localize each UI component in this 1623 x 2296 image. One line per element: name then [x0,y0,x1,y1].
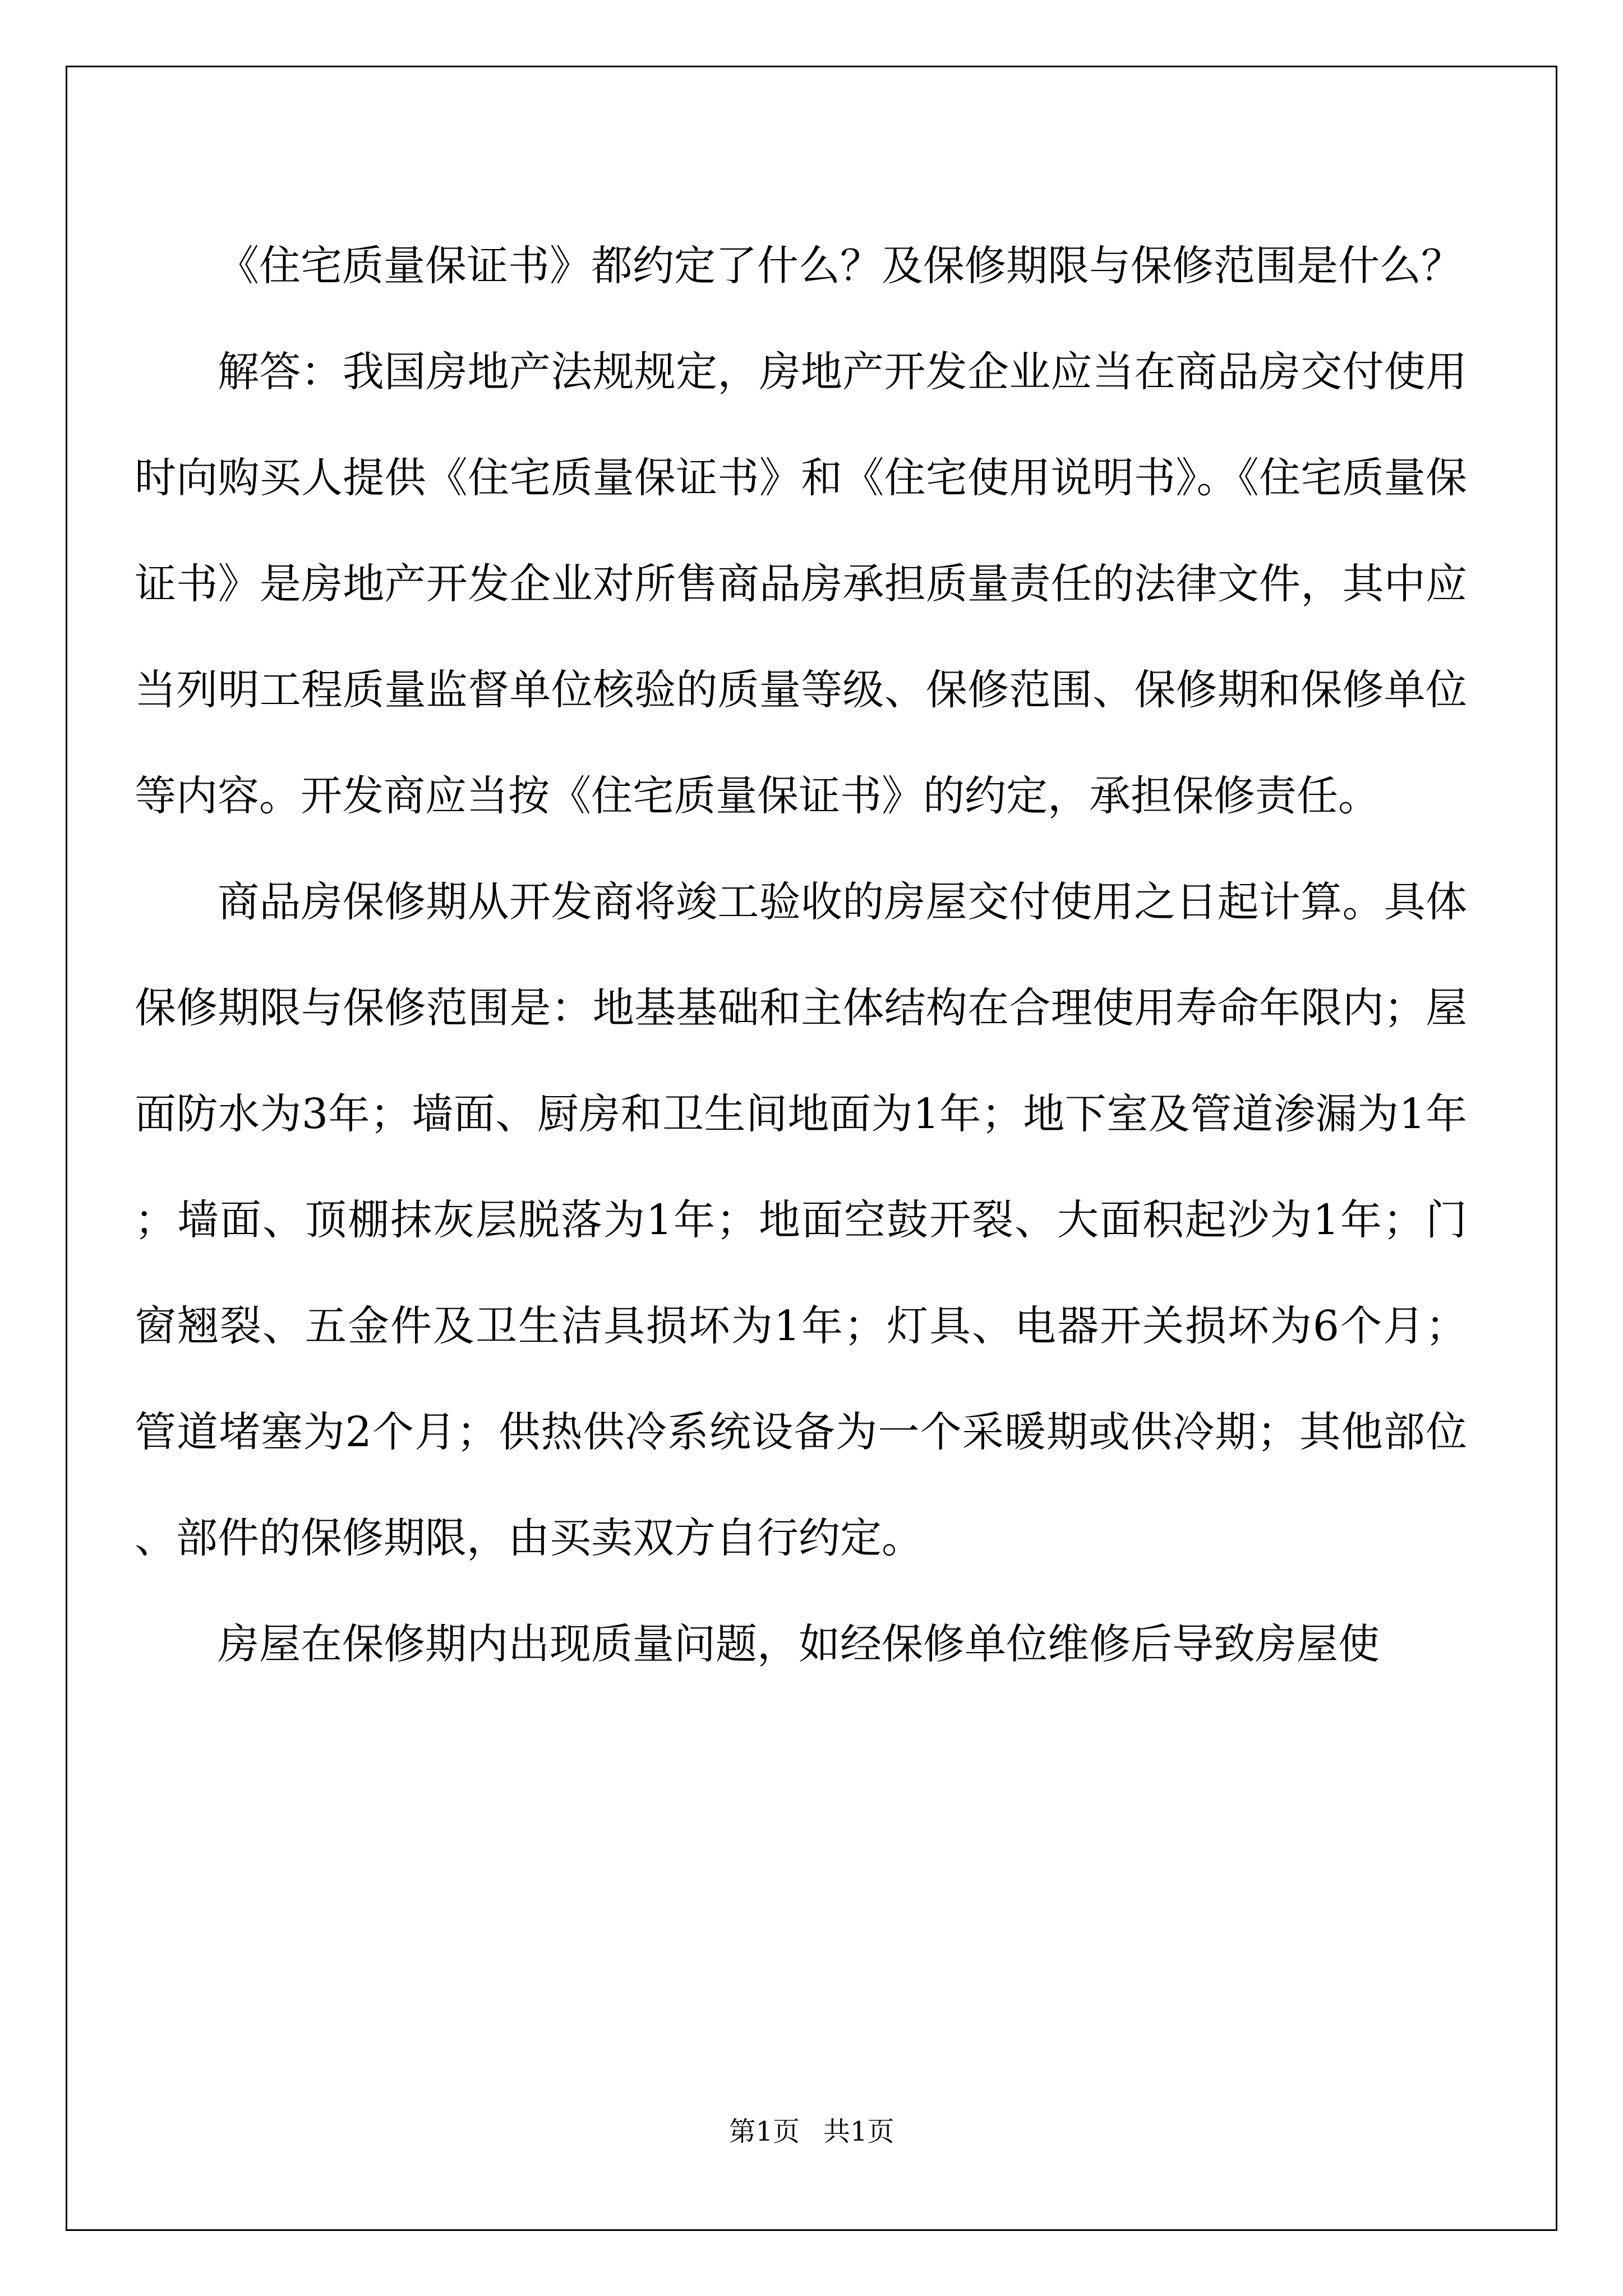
page-footer [0,2115,1623,2148]
page-total: 共1页 [823,2116,895,2147]
warranty-period-paragraph: 商品房保修期从开发商将竣工验收的房屋交付使用之日起计算。具体保修期限与保修范围是：地基基础和主体结构在合理使用寿命年限内；屋面防水为3年；墙面、厨房和卫生间地面为1年；地下室及管道渗漏为1年；墙面、顶棚抹灰层脱落为1年；地面空鼓开裂、大面积起沙为1年；门窗翘裂、五金件及卫生洁具损坏为1年；灯具、电器开关损坏为6个月；管道堵塞为2个月；供热供冷系统设备为一个采暖期或供冷期；其他部位、部件的保修期限，由买卖双方自行约定。 [135,878,1467,1562]
quality-issue-paragraph: 房屋在保修期内出现质量问题，如经保修单位维修后导致房屋使 [218,1620,1380,1668]
question-paragraph: 《住宅质量保证书》都约定了什么？及保修期限与保修范围是什么？ [218,242,1463,290]
answer-paragraph: 解答：我国房地产法规规定，房地产开发企业应当在商品房交付使用时向购买人提供《住宅质量保证书》和《住宅使用说明书》。《住宅质量保证书》是房地产开发企业对所售商品房承担质量责任的法律文件，其中应当列明工程质量监督单位核验的质量等级、保修范围、保修期和保修单位等内容。开发商应当按《住宅质量保证书》的约定，承担保修责任。 [135,348,1467,820]
document-body [135,213,1467,1697]
page-number: 第1页 [728,2116,800,2147]
